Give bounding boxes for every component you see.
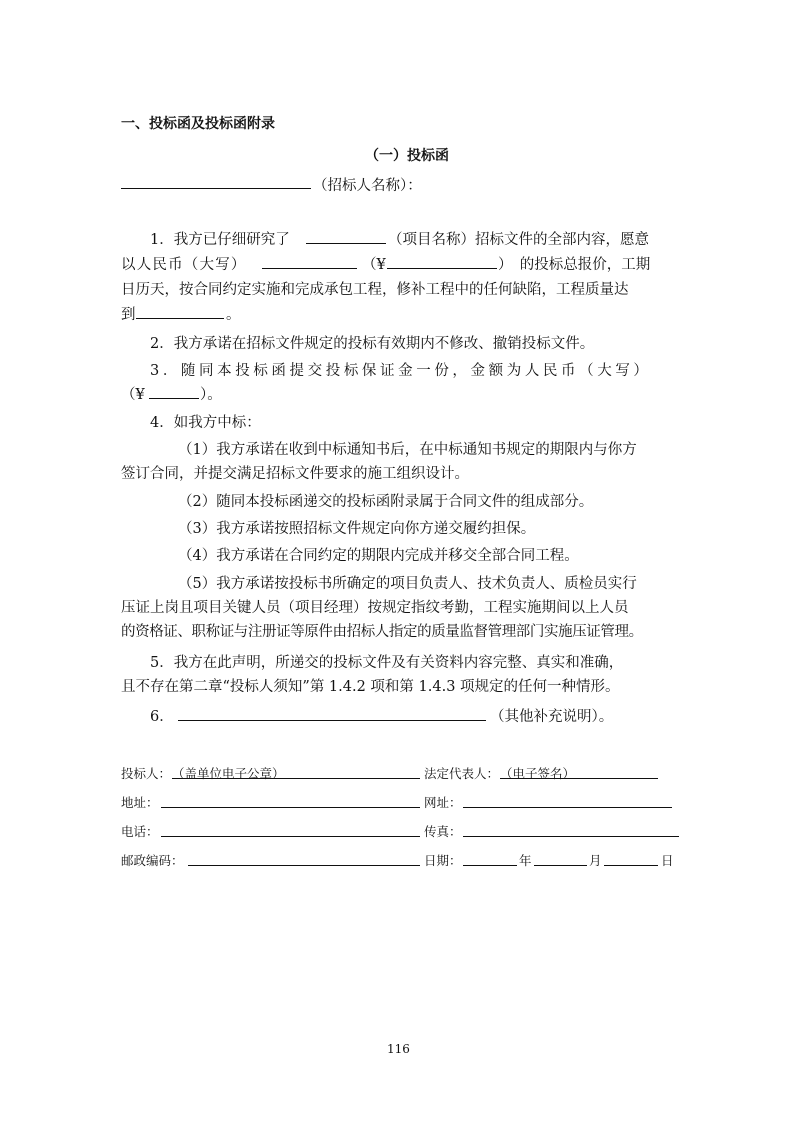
fax-line [463, 836, 679, 837]
page-subtitle: （一）投标函 [365, 148, 449, 164]
p4-item5-c: 的资格证、职称证与注册证等原件由招标人指定的质量监督管理部门实施压证管理。 [121, 624, 643, 640]
date-day: 日 [661, 853, 674, 868]
phone-line [161, 836, 420, 837]
date-year: 年 [519, 853, 532, 868]
p3-line2-a: （¥ [121, 387, 145, 403]
p1-line3: 日历天，按合同约定实施和完成承包工程，修补工程中的任何缺陷，工程质量达 [121, 282, 629, 298]
p1-line2-b: （¥ [362, 257, 386, 273]
legal-rep-line [500, 778, 658, 779]
p3-line2-b: ）。 [200, 387, 222, 403]
page-number: 116 [387, 1042, 410, 1056]
bidder-line [172, 778, 420, 779]
p2: 2．我方承诺在招标文件规定的投标有效期内不修改、撤销投标文件。 [150, 336, 595, 352]
date-month-line [534, 865, 587, 866]
p6-number: 6． [150, 709, 174, 725]
p5-line1: 5．我方在此声明，所递交的投标文件及有关资料内容完整、真实和准确， [150, 655, 624, 671]
p4-item4: （4）我方承诺在合同约定的期限内完成并移交全部合同工程。 [178, 548, 579, 564]
date-day-line [604, 865, 658, 866]
p4-item3: （3）我方承诺按照招标文件规定向你方递交履约担保。 [178, 521, 536, 537]
section-title: 一、投标函及投标函附录 [121, 116, 275, 132]
addressee-blank [121, 188, 311, 189]
p4-item1-b: 签订合同，并提交满足招标文件要求的施工组织设计。 [121, 466, 469, 482]
postcode-line [188, 865, 420, 866]
website-label: 网址： [424, 795, 462, 810]
address-label: 地址： [121, 795, 159, 810]
fax-label: 传真： [424, 824, 462, 839]
date-label: 日期： [424, 853, 462, 868]
postcode-label: 邮政编码： [121, 853, 184, 868]
p1-line4-b: 。 [226, 307, 241, 323]
address-line [161, 807, 420, 808]
addressee-label: （招标人名称）： [313, 178, 422, 194]
p1-line1-a: 1．我方已仔细研究了 [150, 232, 290, 248]
legal-rep-value: （电子签名） [500, 766, 576, 781]
p3-line1: 3．随同本投标函提交投标保证金一份，金额为人民币（大写） [150, 363, 652, 379]
bidder-value: （盖单位电子公章） [172, 766, 285, 781]
p1-line4-a: 到 [121, 307, 136, 323]
p5-line2: 且不存在第二章“投标人须知”第 1.4.2 项和第 1.4.3 项规定的任何一种情形。 [121, 679, 620, 695]
phone-label: 电话： [121, 824, 159, 839]
date-month: 月 [589, 853, 602, 868]
bidder-label: 投标人： [121, 766, 172, 781]
p4-head: 4．如我方中标： [150, 415, 261, 431]
project-name-blank [306, 243, 386, 244]
p4-item5-a: （5）我方承诺按投标书所确定的项目负责人、技术负责人、质检员实行 [178, 576, 637, 592]
p4-item5-b: 压证上岗且项目关键人员（项目经理）按规定指纹考勤，工程实施期间以上人员 [121, 600, 629, 616]
price-number-blank [387, 268, 497, 269]
quality-blank [136, 318, 224, 319]
other-notes-blank [178, 720, 486, 721]
p4-item2: （2）随同本投标函递交的投标函附录属于合同文件的组成部分。 [178, 494, 594, 510]
website-line [463, 807, 672, 808]
date-year-line [463, 865, 517, 866]
price-words-blank [262, 268, 357, 269]
p1-line2-c: ） 的投标总报价，工期 [498, 257, 651, 273]
p1-line2-a: 以人民币（大写） [121, 257, 247, 273]
p4-item1-a: （1）我方承诺在收到中标通知书后，在中标通知书规定的期限内与你方 [178, 442, 637, 458]
p6-tail: （其他补充说明）。 [490, 709, 614, 725]
legal-rep-label: 法定代表人： [424, 766, 500, 781]
deposit-blank [149, 398, 199, 399]
p1-line1-b: （项目名称）招标文件的全部内容，愿意 [388, 232, 649, 248]
